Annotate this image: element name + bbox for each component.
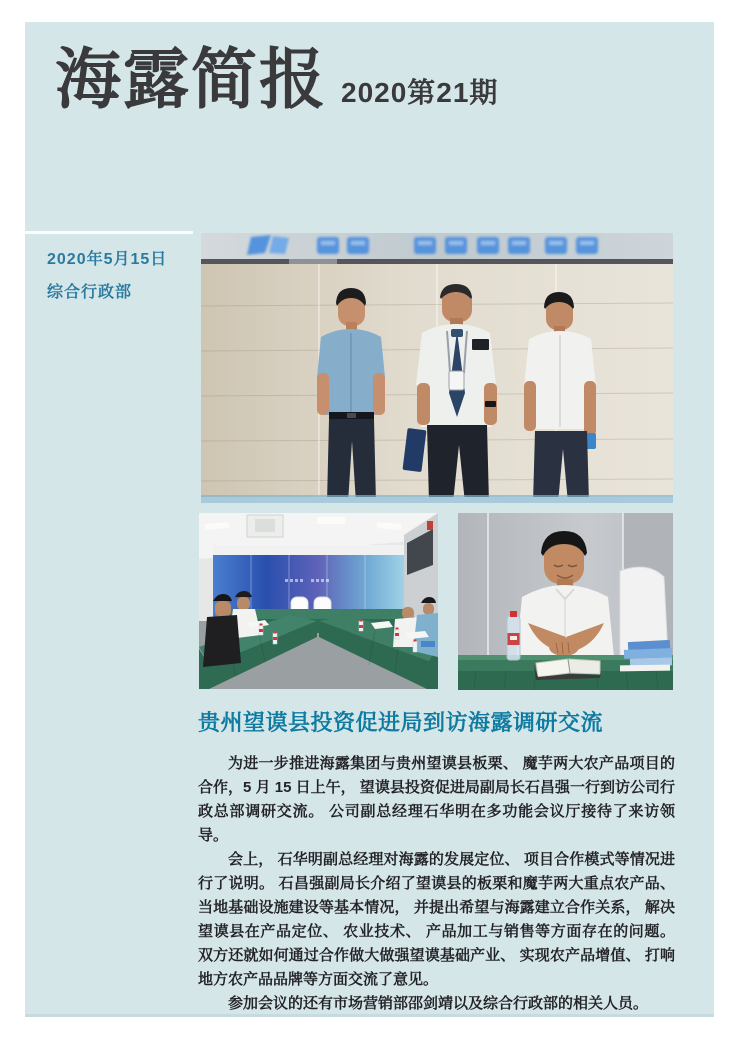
article-body: [198, 752, 675, 1016]
water-bottle: [507, 611, 520, 660]
issue-date: 2020年5月15日: [47, 251, 168, 268]
header-divider: [25, 231, 193, 234]
meeting-room-photo: [199, 513, 438, 689]
paragraph-3: 参加会议的还有市场营销部邵剑靖以及综合行政部的相关人员。: [228, 995, 649, 1012]
masthead: [55, 40, 498, 119]
notebook: [534, 659, 602, 680]
paragraph-2: 会上， 石华明副总经理对海露的发展定位、 项目合作模式等情况进行了说明。 石昌强副局长介绍了望谟县的板栗和魔芋两大重点农产品、 当地基础设施建设等基本情况， 并提出希望与海露建立合作关系， 解决望谟县在产品定位、 农业技术、 产品加工与销售等方面存在的问题。 双方还就如何通过合作做大做强望谟基础产业、 实现农产品增值、 打响地方农产品品牌等方面交流了意见。: [198, 851, 675, 988]
issue-department: 综合行政部: [47, 284, 133, 301]
issue-meta: [47, 243, 167, 309]
issue-number: 2020第21期: [341, 77, 499, 108]
article-headline: 贵州望谟县投资促进局到访海露调研交流: [198, 710, 604, 735]
newsletter-title: 海露简报: [55, 42, 327, 116]
group-photo: [201, 233, 673, 503]
executive-photo: [458, 513, 673, 690]
paragraph-1: 为进一步推进海露集团与贵州望谟县板栗、 魔芋两大农产品项目的合作，5 月 15 日上午， 望谟县投资促进局副局长石昌强一行到访公司行政总部调研交流。 公司副总经理石华明在多功能会议厅接待了来访领导。: [198, 755, 675, 844]
